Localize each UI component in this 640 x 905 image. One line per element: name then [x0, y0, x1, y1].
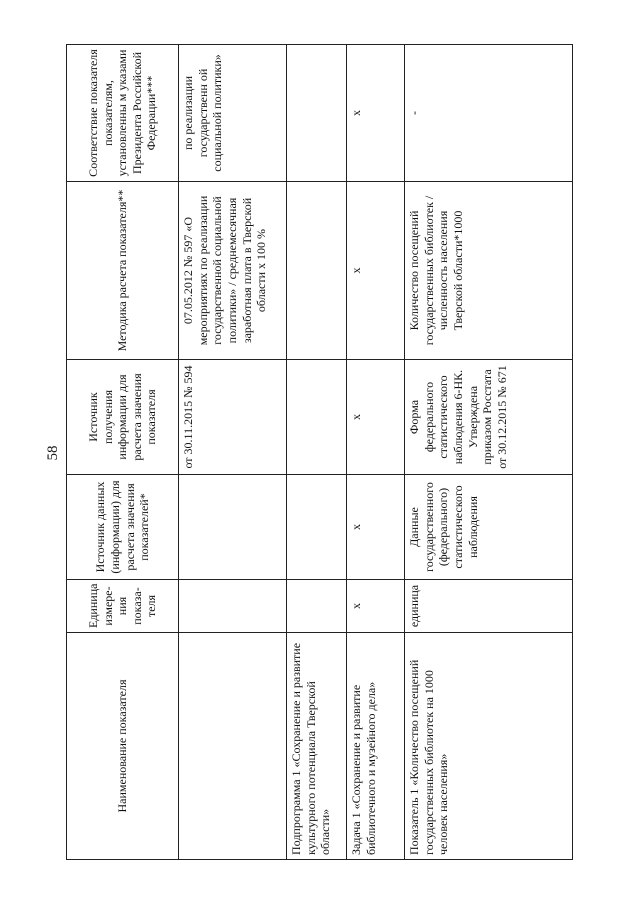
row-method-cell [287, 182, 347, 360]
row-data-source-cell: Данные государственного (федерального) статистического наблюдения [405, 475, 573, 580]
row-compliance-cell: по реализации государственн ой социальной политики» [179, 45, 287, 182]
header-row [67, 45, 179, 860]
row-unit-cell: x [347, 580, 405, 633]
row-method-cell: Количество посещений государственных библиотек / численность населения Тверской области*1000 [405, 182, 573, 360]
row-unit-cell: единица [405, 580, 573, 633]
row-data-source-cell [287, 475, 347, 580]
indicator-table-wrapper [66, 45, 572, 860]
indicator-table [66, 44, 573, 860]
row-compliance-cell: x [347, 45, 405, 182]
header-method: Методика расчета показателя** [67, 182, 179, 360]
row-name-cell: Показатель 1 «Количество посещений государственных библиотек на 1000 человек населения» [405, 633, 573, 860]
row-name-cell [179, 633, 287, 860]
row-data-source-cell [179, 475, 287, 580]
header-info-source: Источник получения информации для расчета значения показателя [67, 360, 179, 475]
row-info-source-cell: Форма федерального статистического наблюдения 6-НК. Утверждена приказом Росстата от 30.12.2015 № 671 [405, 360, 573, 475]
row-data-source-cell: x [347, 475, 405, 580]
row-unit-cell [287, 580, 347, 633]
row-method-cell: 07.05.2012 № 597 «О мероприятиях по реализации государственной социальной политики» / среднемесячная заработная плата в Тверской области x 100 % [179, 182, 287, 360]
row-method-cell: x [347, 182, 405, 360]
header-compliance: Соответствие показателя показателям, установленны м указами Президента Российской Федерации*** [67, 45, 179, 182]
table-row [347, 45, 405, 860]
row-info-source-cell [287, 360, 347, 475]
row-name-cell: Подпрограмма 1 «Сохранение и развитие культурного потенциала Тверской области» [287, 633, 347, 860]
header-data-source: Источник данных (информации) для расчета значения показателей* [67, 475, 179, 580]
row-info-source-cell: x [347, 360, 405, 475]
row-unit-cell [179, 580, 287, 633]
header-name: Наименование показателя [67, 633, 179, 860]
table-row [179, 45, 287, 860]
row-compliance-cell: - [405, 45, 573, 182]
table-row [287, 45, 347, 860]
row-info-source-cell: от 30.11.2015 № 594 [179, 360, 287, 475]
row-compliance-cell [287, 45, 347, 182]
header-unit: Единица измере-ния показа-теля [67, 580, 179, 633]
row-name-cell: Задача 1 «Сохранение и развитие библиотечного и музейного дела» [347, 633, 405, 860]
page-number: 58 [45, 445, 61, 461]
table-row [405, 45, 573, 860]
